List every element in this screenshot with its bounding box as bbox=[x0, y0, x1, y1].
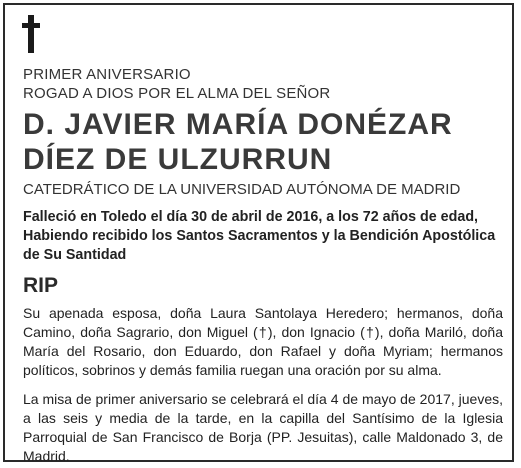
deceased-name-line-2: DÍEZ DE ULZURRUN bbox=[23, 143, 333, 176]
rip-heading: RIP bbox=[23, 274, 59, 297]
family-paragraph: Su apenada esposa, doña Laura Santolaya Heredero; hermanos, doña Camino, doña Sagrario, don Miguel (†), don Ignacio (†), doña Mariló, doña María del Rosario, don Eduardo, don Rafael y doña Myriam; hermanos políticos, sobrinos y demás familia ruegan una oración por su alma. bbox=[23, 305, 503, 378]
cross-horizontal-bar bbox=[22, 23, 40, 28]
cross-vertical-bar bbox=[28, 15, 34, 53]
deceased-title: CATEDRÁTICO DE LA UNIVERSIDAD AUTÓNOMA DE MADRID bbox=[23, 181, 461, 198]
deceased-name-line-1: D. JAVIER MARÍA DONÉZAR bbox=[23, 108, 453, 141]
prayer-request: ROGAD A DIOS POR EL ALMA DEL SEÑOR bbox=[23, 85, 331, 102]
anniversary-heading: PRIMER ANIVERSARIO bbox=[23, 66, 191, 83]
mass-paragraph: La misa de primer aniversario se celebrará el día 4 de mayo de 2017, jueves, a las seis y media de la tarde, en la capilla del Santísimo de la Iglesia Parroquial de San Francisco de Borja (PP. Jesuitas), calle Maldonado 3, de Madrid. bbox=[23, 391, 503, 464]
death-notice: Falleció en Toledo el día 30 de abril de 2016, a los 72 años de edad, Habiendo recibido los Santos Sacramentos y la Bendición Apostólica de Su Santidad bbox=[23, 209, 496, 263]
obituary-content bbox=[23, 65, 503, 466]
latin-cross-icon bbox=[22, 15, 40, 53]
obituary-card bbox=[3, 3, 514, 462]
